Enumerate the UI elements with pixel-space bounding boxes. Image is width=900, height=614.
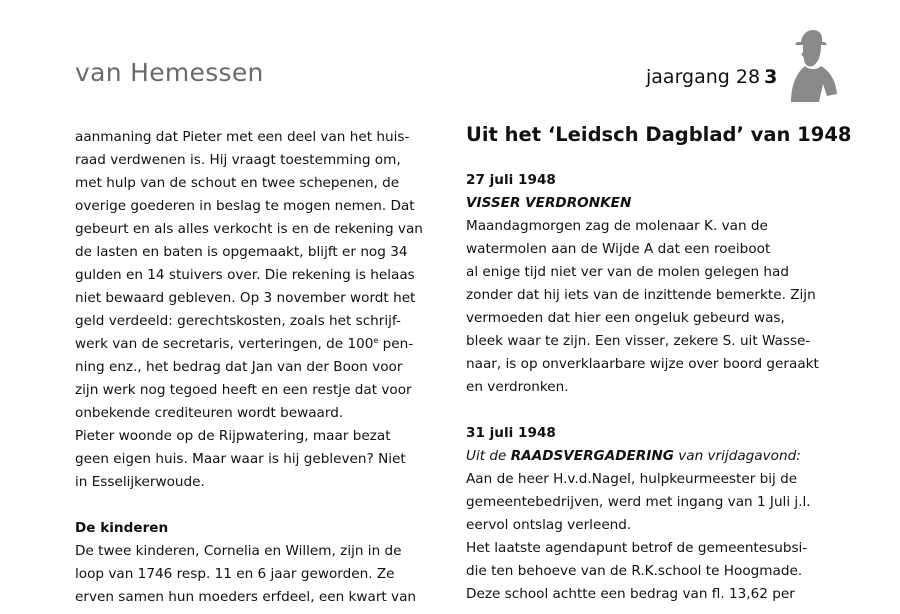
man-with-hat-logo-icon — [783, 26, 839, 102]
body-line: zijn werk nog tegoed heeft en een restje dat voor — [75, 382, 412, 398]
body-line: aanmaning dat Pieter met een deel van het huis- — [75, 129, 410, 145]
body-line: bleek waar te zijn. Een visser, zekere S. uit Wasse- — [466, 333, 811, 349]
body-line: die ten behoeve van de R.K.school te Hoogmade. — [466, 563, 803, 579]
body-line: gebeurt en als alles verkocht is en de rekening van — [75, 221, 423, 237]
body-line: met hulp van de schout en twee schepenen, de — [75, 175, 400, 191]
article-title: Uit het ‘Leidsch Dagblad’ van 1948 — [466, 123, 852, 146]
body-line: Pieter woonde op de Rijpwatering, maar bezat — [75, 428, 391, 444]
body-line: gulden en 14 stuivers over. Die rekening is helaas — [75, 267, 415, 283]
body-line-ordinal — [75, 333, 420, 356]
entry-date: 27 juli 1948 — [466, 172, 556, 188]
body-line: naar, is op onverklaarbare wijze over boord geraakt — [466, 356, 819, 372]
body-line: Het laatste agendapunt betrof de gemeentesubsi- — [466, 540, 808, 556]
body-line: ning enz., het bedrag dat Jan van der Boon voor — [75, 359, 403, 375]
body-line: zonder dat hij iets van de inzittende bemerkte. Zijn — [466, 287, 816, 303]
left-column — [75, 126, 423, 609]
body-line: Maandagmorgen zag de molenaar K. van de — [466, 218, 768, 234]
body-line: geld verdeeld: gerechtskosten, zoals het schrijf- — [75, 313, 401, 329]
entry-intro — [466, 445, 818, 468]
body-line: in Esselijkerwoude. — [75, 474, 205, 490]
body-line: vermoeden dat hier een ongeluk gebeurd was, — [466, 310, 785, 326]
body-line: De twee kinderen, Cornelia en Willem, zijn in de — [75, 543, 402, 559]
ordinal-superscript: e — [373, 336, 379, 345]
entry-intro-suffix: van vrijdagavond: — [673, 448, 801, 464]
header-title: van Hemessen — [75, 58, 264, 87]
body-line: geen eigen huis. Maar waar is hij gebleven? Niet — [75, 451, 406, 467]
journal-label — [646, 66, 777, 88]
entry-intro-bold: RAADSVERGADERING — [510, 448, 674, 464]
body-line: gemeentebedrijven, werd met ingang van 1 Juli j.l. — [466, 494, 811, 510]
journal-volume: jaargang 28 — [646, 66, 761, 88]
body-line: eervol ontslag verleend. — [466, 517, 632, 533]
body-line: raad verdwenen is. Hij vraagt toestemming om, — [75, 152, 401, 168]
entry-intro-prefix: Uit de — [466, 448, 511, 464]
body-line: loop van 1746 resp. 11 en 6 jaar geworden. Ze — [75, 566, 395, 582]
page-number: 3 — [764, 66, 778, 88]
body-line: Aan de heer H.v.d.Nagel, hulpkeurmeester bij de — [466, 471, 798, 487]
entry-date: 31 juli 1948 — [466, 425, 556, 441]
section-heading: De kinderen — [75, 520, 169, 536]
body-line: al enige tijd niet ver van de molen gelegen had — [466, 264, 789, 280]
body-line: de lasten en baten is opgemaakt, blijft er nog 34 — [75, 244, 408, 260]
body-line-part: werk van de secretaris, verteringen, de 100 — [75, 336, 374, 352]
body-line: niet bewaard gebleven. Op 3 november wordt het — [75, 290, 416, 306]
body-line-part: pen- — [378, 336, 414, 352]
body-line: onbekende crediteuren wordt bewaard. — [75, 405, 344, 421]
entry-headline: VISSER VERDRONKEN — [466, 195, 632, 211]
body-line: en verdronken. — [466, 379, 569, 395]
body-line: overige goederen in beslag te mogen nemen. Dat — [75, 198, 415, 214]
right-column — [466, 123, 852, 606]
body-line: erven samen hun moeders erfdeel, een kwart van — [75, 589, 417, 605]
body-line: watermolen aan de Wijde A dat een roeiboot — [466, 241, 771, 257]
body-line: Deze school achtte een bedrag van fl. 13,62 per — [466, 586, 795, 602]
